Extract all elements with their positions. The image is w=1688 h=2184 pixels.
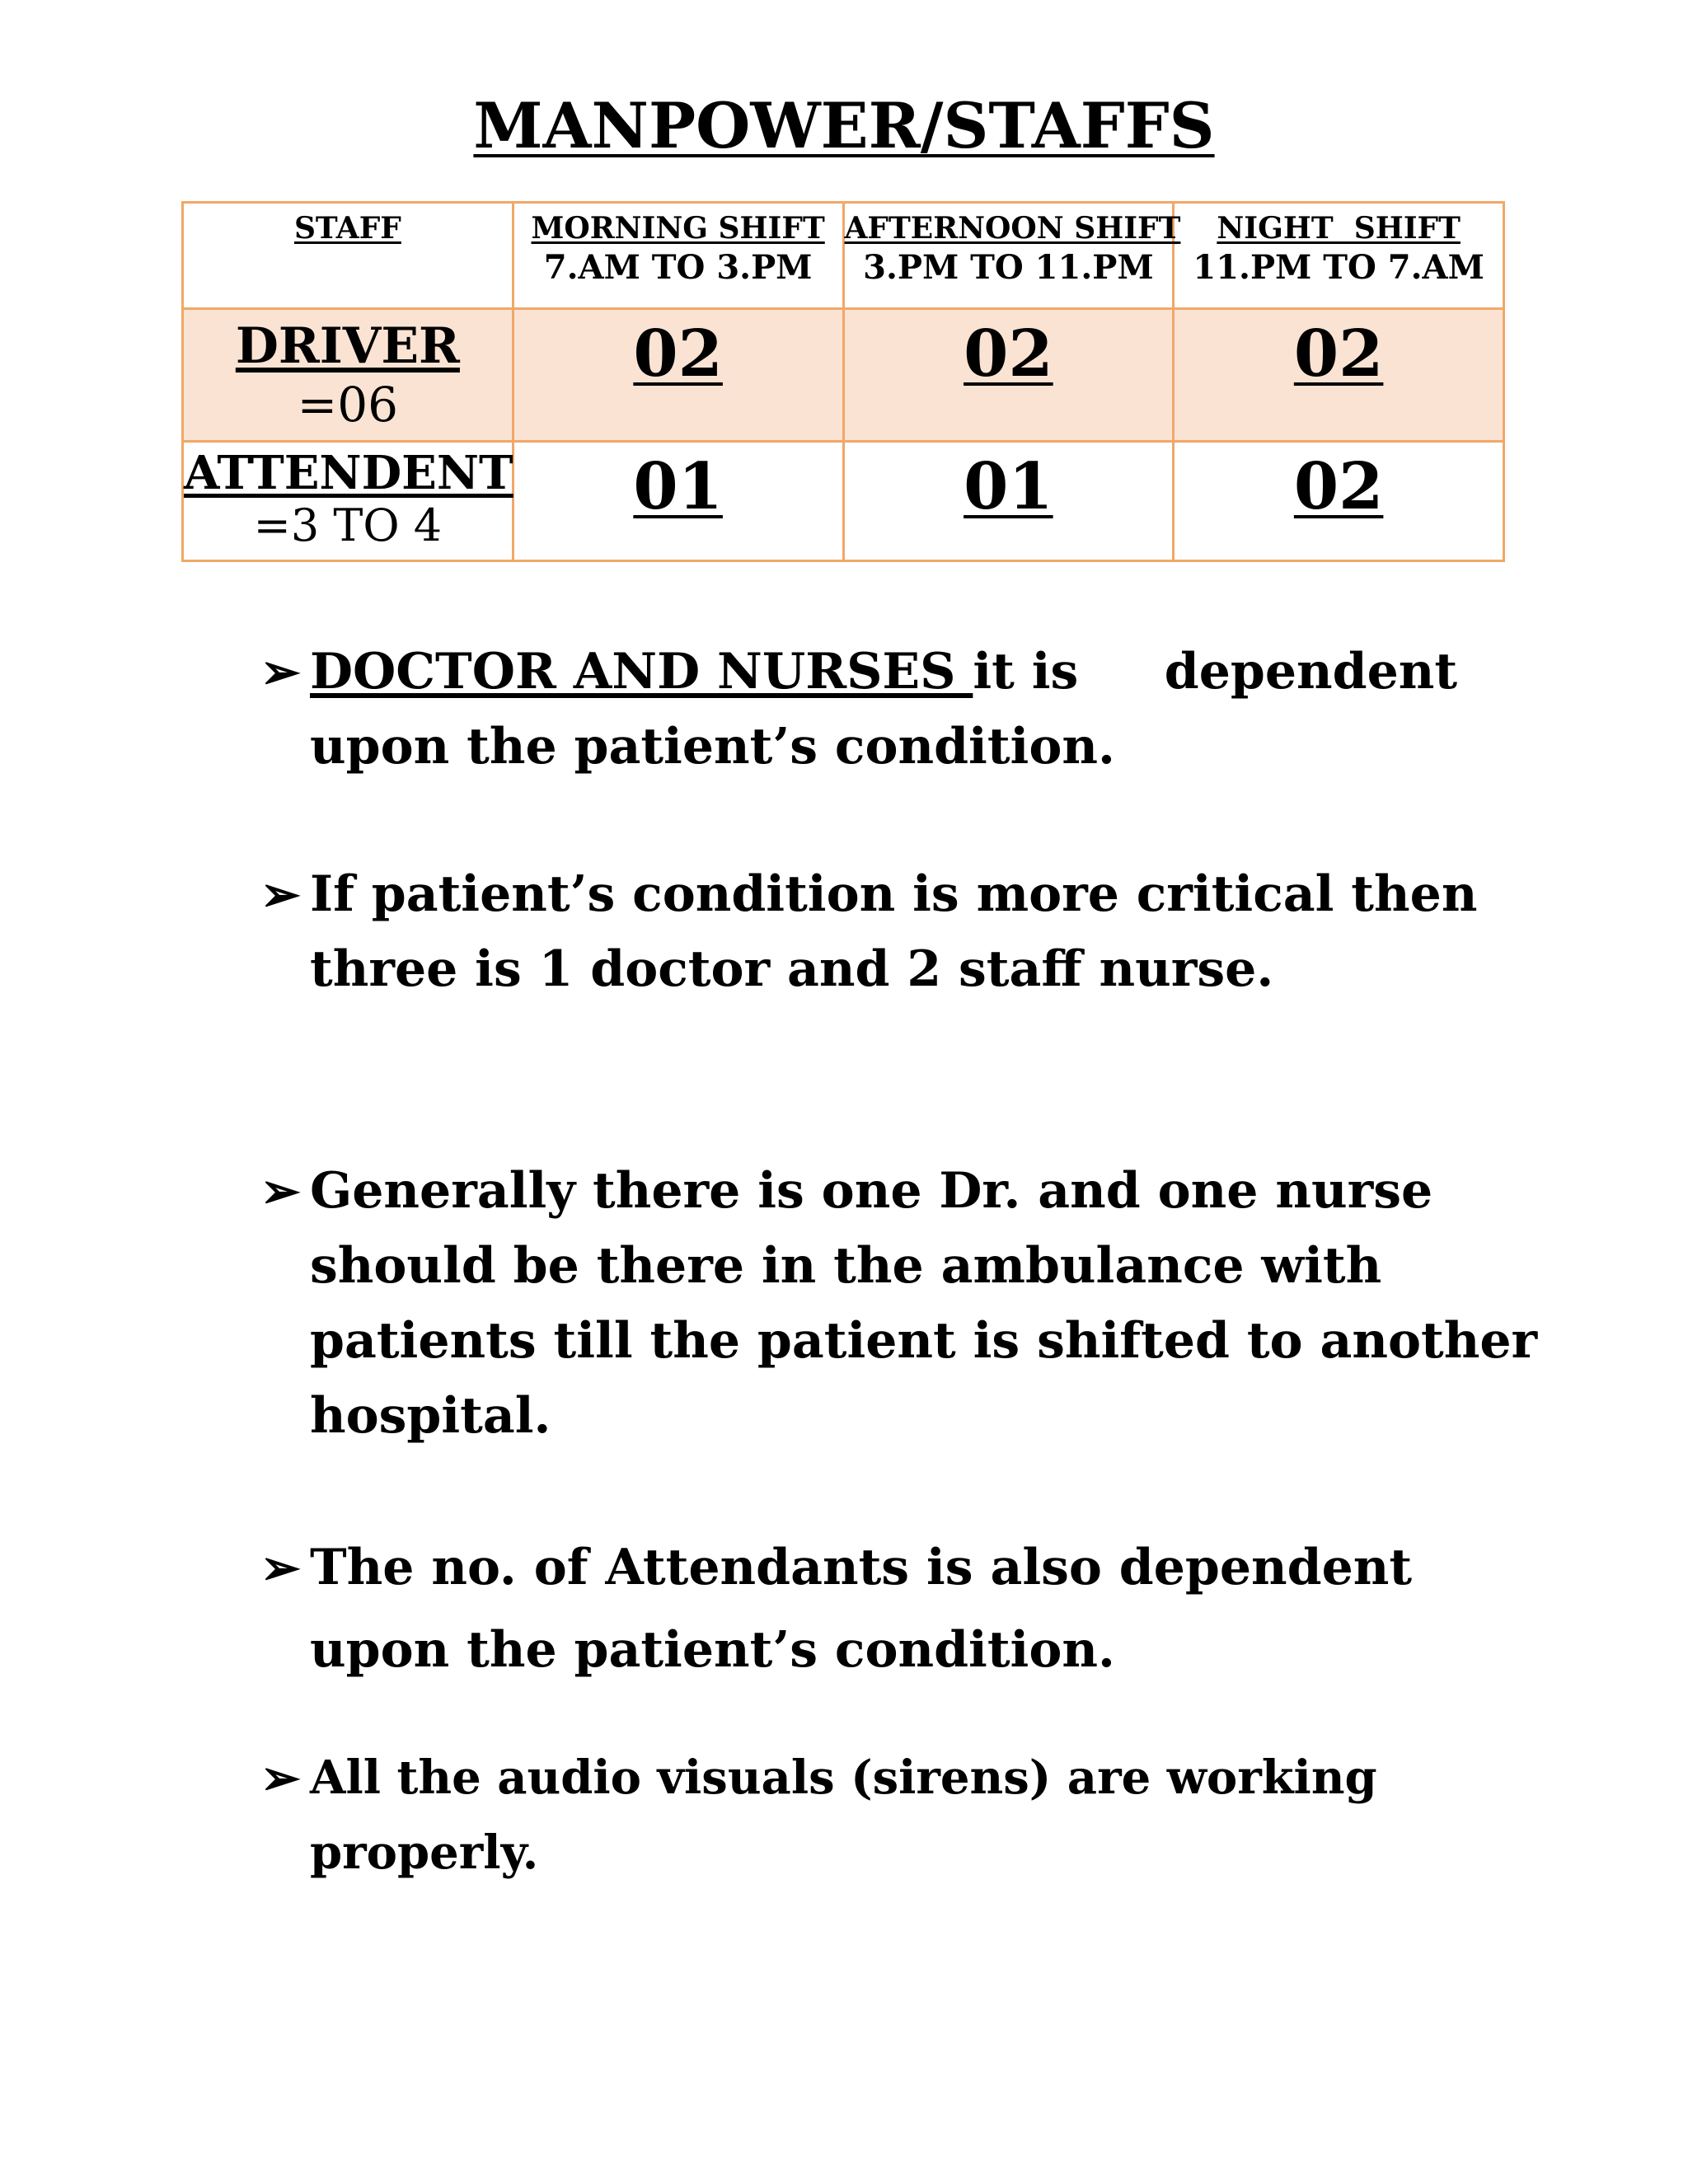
role-total: =06 [297,377,399,433]
bullet-text: All the audio visuals (sirens) are working properly. [310,1750,1377,1880]
table-row-driver [183,309,1504,442]
shift-time: 7.AM TO 3.PM [543,248,813,287]
arrow-bullet-icon: ➢ [260,644,301,700]
bullet-text: The no. of Attendants is also dependent upon the patient’s condition. [310,1539,1413,1679]
role-cell [183,309,513,442]
header-staff-label: STAFF [293,211,401,246]
count-cell [843,309,1174,442]
role-name: DRIVER [235,317,460,375]
header-staff [183,203,513,309]
bullet-list [260,635,1546,1891]
arrow-bullet-icon: ➢ [260,1750,301,1806]
count-value: 02 [964,316,1053,391]
bullet-text: If patient’s condition is more critical then three is 1 doctor and 2 staff nurse. [310,865,1478,998]
shift-name: NIGHT SHIFT [1217,211,1461,246]
bullet-item [260,1154,1546,1454]
shift-name: AFTERNOON SHIFT [844,211,1181,246]
arrow-bullet-icon: ➢ [260,1540,301,1596]
count-cell [513,442,843,561]
bullet-heading: DOCTOR AND NURSES [310,643,973,701]
header-night-shift [1174,203,1504,309]
bullet-text: it is dependent upon the patient’s condition. [310,643,1475,776]
arrow-bullet-icon: ➢ [260,1163,301,1219]
page-title: MANPOWER/STAFFS [473,89,1215,162]
count-cell [513,309,843,442]
bullet-item [260,1526,1546,1691]
header-morning-shift [513,203,843,309]
role-name: ATTENDENT [184,446,513,500]
role-total: =3 TO 4 [253,499,443,551]
count-value: 02 [633,316,723,391]
shift-name: MORNING SHIFT [531,211,825,246]
role-cell [183,442,513,561]
bullet-item [260,635,1546,785]
count-cell [843,442,1174,561]
bullet-item [260,857,1546,1007]
shift-time: 11.PM TO 7.AM [1193,248,1484,287]
table-header-row [183,203,1504,309]
staff-shift-table [181,201,1505,562]
count-cell [1174,442,1504,561]
arrow-bullet-icon: ➢ [260,866,301,922]
bullet-text: Generally there is one Dr. and one nurse should be there in the ambulance with patients till the patient is shifted to another hospital. [310,1162,1538,1445]
count-cell [1174,309,1504,442]
table-row-attendent [183,442,1504,561]
count-value: 01 [633,449,723,524]
count-value: 02 [1293,316,1384,391]
count-value: 01 [964,449,1053,524]
bullet-item [260,1741,1546,1891]
header-afternoon-shift [843,203,1181,309]
shift-time: 3.PM TO 11.PM [863,248,1154,287]
count-value: 02 [1293,449,1384,524]
